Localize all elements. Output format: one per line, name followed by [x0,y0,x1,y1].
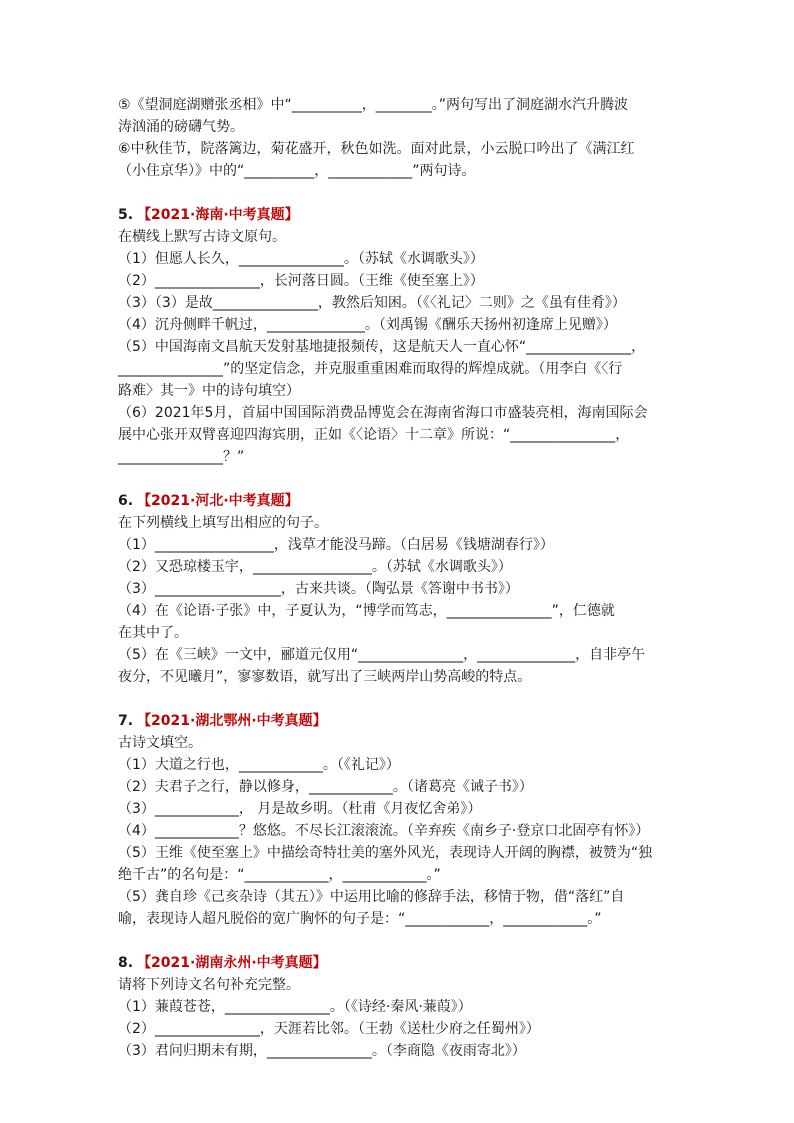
text-line: （2）_______________，天涯若比邻。（王勃《送杜少府之任蜀州》） [118,1021,540,1037]
text-line: 在其中了。 [118,625,188,641]
text-line: （5）王维《使至塞上》中描绘奇特壮美的塞外风光，表现诗人开阔的胸襟，被赞为“独 [118,845,653,861]
text-line: 请将下列诗文名句补充完整。 [118,977,300,993]
text-line: 在下列横线上填写出相应的句子。 [118,515,328,531]
text-line: （1）蒹葭苍苍，_______________。（《诗经·秦风·蒹葭》） [118,999,472,1015]
text-line: （2）夫君子之行，静以修身，____________。（诸葛亮《诫子书》） [118,779,533,795]
source-tag: 【2021·湖北鄂州·中考真题】 [137,713,327,729]
text-line: 夜分，不见曦月”，寥寥数语，就写出了三峡两岸山势高峻的特点。 [118,669,532,685]
text-line: （5）中国海南文昌航天发射基地捷报频传，这是航天人一直心怀“_______________， [118,339,646,355]
question-number: 7. [118,713,134,729]
document-page [118,94,690,1062]
text-line: ⑥中秋佳节，院落篱边，菊花盛开，秋色如洗。面对此景，小云脱口吟出了《满江红 [118,141,635,157]
text-line: （2）_______________，长河落日圆。（王维《使至塞上》） [118,273,484,289]
text-line: （3）（3）是故_______________，教然后知困。（《〈礼记〉二则》之《虽有佳肴》） [118,295,626,311]
question-8 [118,952,690,1062]
text-line: （1）但愿人长久，_______________。（苏轼《水调歌头》） [118,251,484,267]
text-line: 喻，表现诗人超凡脱俗的宽广胸怀的句子是：“____________，____________。” [118,911,602,927]
text-line: 路难〉其一》中的诗句填空） [118,383,300,399]
text-line: （3）__________________，古来共谈。（陶弘景《答谢中书书》） [118,581,519,597]
question-heading [118,490,690,512]
text-line: （4）____________？悠悠。不尽长江滚滚流。（辛弃疾《南乡子·登京口北固亭有怀》） [118,823,650,839]
text-line: （5）龚自珍《己亥杂诗（其五）》中运用比喻的修辞手法，移情于物，借“落红”自 [118,889,625,905]
question-heading [118,952,690,974]
text-line: （6）2021年5月，首届中国国际消费品博览会在海南省海口市盛装亮相，海南国际会 [118,405,648,421]
text-line: （4）在《论语·子张》中，子夏认为，“博学而笃志，_______________”，仁德就 [118,603,615,619]
question-number: 5. [118,207,134,223]
question-number: 6. [118,493,134,509]
text-line: 在横线上默写古诗文原句。 [118,229,286,245]
text-line: （小住京华）》中的“__________，____________”两句诗。 [118,163,476,179]
text-line: （2）又恐琼楼玉宇，_________________。（苏轼《水调歌头》） [118,559,512,575]
question-5 [118,204,690,468]
source-tag: 【2021·湖南永州·中考真题】 [137,955,327,971]
text-line: ⑤《望洞庭湖赠张丞相》中“__________，________。”两句写出了洞庭湖水汽升腾波 [118,97,629,113]
text-line: （1）大道之行也，____________。（《礼记》） [118,757,400,773]
question-7 [118,710,690,930]
source-tag: 【2021·海南·中考真题】 [137,207,299,223]
question-number: 8. [118,955,134,971]
text-line: （5）在《三峡》一文中，郦道元仅用“_______________，______________，自非亭午 [118,647,646,663]
question-6 [118,490,690,688]
text-line: 古诗文填空。 [118,735,202,751]
text-line: （3）君问归期未有期，_______________。（李商隐《夜雨寄北》） [118,1043,526,1059]
text-line: （4）沉舟侧畔千帆过，______________。（刘禹锡《酬乐天扬州初逢席上见赠》） [118,317,617,333]
source-tag: 【2021·河北·中考真题】 [137,493,299,509]
text-line: _______________”的坚定信念，并克服重重困难而取得的辉煌成就。（用李白《〈行 [118,361,623,377]
text-line: （1）_________________，浅草才能没马蹄。（白居易《钱塘湖春行》） [118,537,554,553]
text-line: 涛汹涌的磅礴气势。 [118,119,244,135]
text-line: _______________？” [118,449,245,465]
question-heading [118,710,690,732]
text-line: 绝千古”的名句是：“____________，____________。” [118,867,441,883]
continued-block [118,94,690,182]
question-heading [118,204,690,226]
text-line: （3）____________， 月是故乡明。（杜甫《月夜忆舍弟》） [118,801,482,817]
text-line: 展中心张开双臂喜迎四海宾朋，正如《〈论语〉十二章》所说：“_______________， [118,427,630,443]
